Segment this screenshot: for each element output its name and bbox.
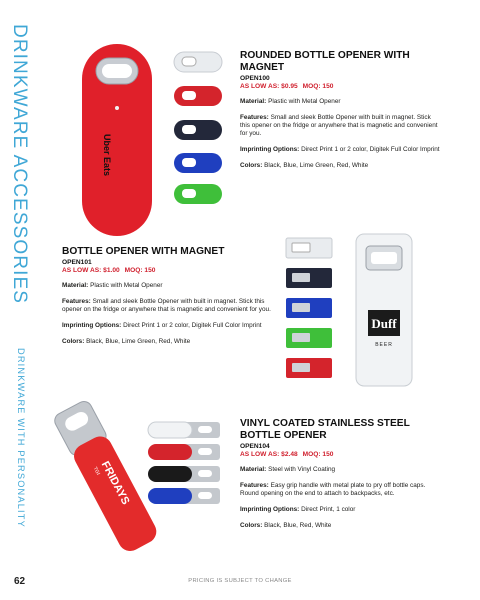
product-2-logo-sub: BEER (375, 342, 393, 348)
section-title-vertical (0, 0, 40, 600)
product-2-material: Material: Plastic with Metal Opener (62, 282, 163, 289)
product-image-rounded-opener (68, 40, 168, 240)
footer-note: PRICING IS SUBJECT TO CHANGE (188, 578, 292, 584)
product-1-details (240, 50, 440, 170)
product-2-details (62, 246, 272, 346)
product-2-imprinting: Imprinting Options: Direct Print 1 or 2 color, Digitek Full Color Imprint (62, 322, 262, 329)
product-2-title: BOTTLE OPENER WITH MAGNET (62, 246, 225, 257)
page-number: 62 (14, 576, 26, 587)
product-1-color-swatches (170, 50, 230, 210)
product-3-material: Material: Steel with Vinyl Coating (240, 466, 336, 473)
product-1-price: AS LOW AS: $0.95 MOQ: 150 (240, 83, 334, 90)
product-3-features: Features: Easy grip handle with metal plate to pry off bottle caps. Round opening on the end to attach to backpacks, etc. (240, 482, 426, 497)
section-subtitle: DRINKWARE WITH PERSONALITY (16, 348, 26, 528)
product-2-logo: Duff (371, 316, 397, 331)
product-3-title: VINYL COATED STAINLESS STEEL BOTTLE OPENER (240, 418, 410, 441)
product-3-code: OPEN104 (240, 443, 270, 450)
product-2-code: OPEN101 (62, 259, 92, 266)
product-3-colors: Colors: Black, Blue, Red, White (240, 522, 332, 529)
product-3-logo-sub: TGI (91, 465, 101, 477)
product-1-features: Features: Small and sleek Bottle Opener with built in magnet. Stick this opener on the fridge or anywhere that is magnetic and convenient for you. (240, 114, 438, 137)
product-2-price: AS LOW AS: $1.00 MOQ: 150 (62, 267, 156, 274)
section-title: DRINKWARE ACCESSORIES (9, 24, 30, 304)
product-3-imprinting: Imprinting Options: Direct Print, 1 color (240, 506, 356, 513)
product-3-price: AS LOW AS: $2.48 MOQ: 150 (240, 451, 334, 458)
product-3-color-swatches (144, 418, 224, 508)
product-2-features: Features: Small and sleek Bottle Opener with built in magnet. Stick this opener on the fridge or anywhere that is magnetic and convenient for you. (62, 298, 271, 313)
product-2-colors: Colors: Black, Blue, Lime Green, Red, White (62, 338, 191, 345)
product-2-color-swatches (284, 236, 336, 380)
product-1-title: ROUNDED BOTTLE OPENER WITH MAGNET (240, 50, 410, 73)
product-image-magnet-opener (352, 232, 416, 392)
product-1-code: OPEN100 (240, 75, 270, 82)
product-1-imprinting: Imprinting Options: Direct Print 1 or 2 color, Digitek Full Color Imprint (240, 146, 440, 153)
product-1-material: Material: Plastic with Metal Opener (240, 98, 341, 105)
product-1-logo: Uber Eats (102, 134, 112, 177)
product-3-details (240, 418, 440, 530)
product-3-logo: FRIDAYS (98, 459, 132, 507)
product-1-colors: Colors: Black, Blue, Lime Green, Red, White (240, 162, 369, 169)
